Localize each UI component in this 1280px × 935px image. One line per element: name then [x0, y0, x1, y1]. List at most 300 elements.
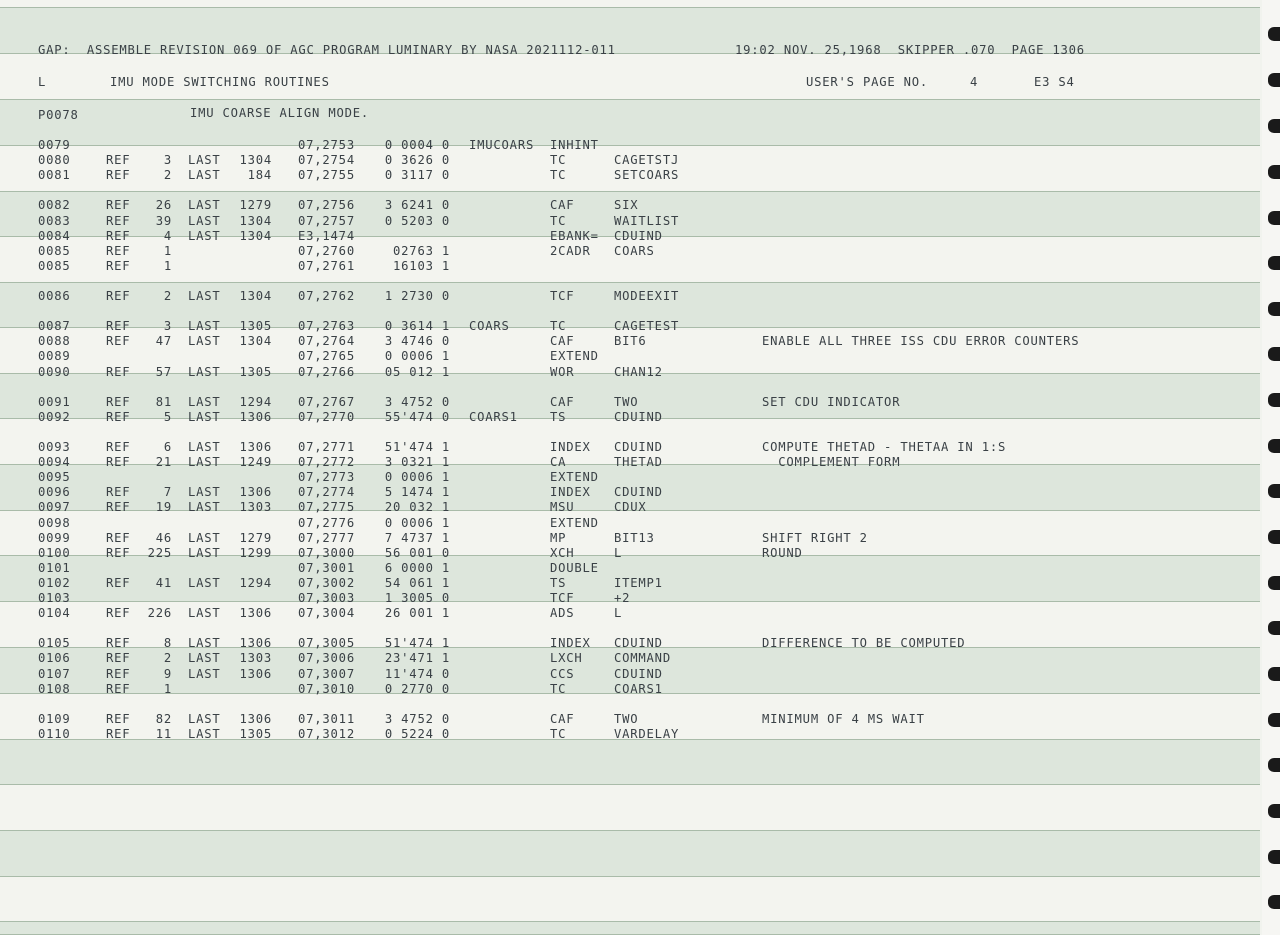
address: 07,2775: [298, 500, 355, 515]
listing-blank-row: [0, 621, 1250, 636]
listing-row: [0, 651, 1250, 666]
address: 07,2767: [298, 394, 355, 409]
listing-row: [0, 334, 1250, 349]
last-page: 1249: [239, 455, 272, 470]
listing-row: [0, 198, 1250, 213]
octal-code: 11'474 0: [384, 666, 450, 681]
ref-label: REF: [106, 681, 131, 696]
listing-row: [0, 667, 1250, 682]
listing-line-number: 0093: [38, 440, 71, 454]
ref-count: 9: [163, 666, 172, 681]
address: 07,3006: [298, 651, 355, 666]
opcode: EBANK=: [550, 228, 599, 243]
last-label: LAST: [188, 455, 221, 470]
last-page: 1304: [239, 334, 272, 349]
listing-row: [0, 606, 1250, 621]
feed-hole-icon: [1268, 530, 1280, 544]
last-page: 1303: [239, 500, 272, 515]
address: E3,1474: [298, 228, 355, 243]
address: 07,3002: [298, 575, 355, 590]
listing-row: [0, 576, 1250, 591]
operand: COARS: [614, 243, 655, 258]
octal-code: 0 3626 0: [384, 153, 450, 168]
octal-code: 3 0321 1: [384, 455, 450, 470]
last-label: LAST: [188, 409, 221, 424]
user-page-label: USER'S PAGE NO.: [806, 75, 929, 89]
listing-row: [0, 470, 1250, 485]
last-label: LAST: [188, 440, 221, 454]
listing-line-number: 0106: [38, 651, 71, 666]
ref-label: REF: [106, 153, 131, 168]
routine-title: IMU MODE SWITCHING ROUTINES: [110, 75, 330, 89]
comment: ROUND: [762, 545, 803, 560]
operand: ITEMP1: [614, 575, 663, 590]
listing-line-number: 0087: [38, 319, 71, 334]
octal-code: 26 001 1: [384, 606, 450, 621]
operand: COARS1: [614, 681, 663, 696]
address: 07,3012: [298, 726, 355, 741]
last-label: LAST: [188, 666, 221, 681]
last-page: 1304: [239, 153, 272, 168]
ref-label: REF: [106, 530, 131, 545]
operand: THETAD: [614, 455, 663, 470]
operand: VARDELAY: [614, 726, 680, 741]
last-label: LAST: [188, 213, 221, 228]
ref-count: 226: [147, 606, 172, 621]
opcode: XCH: [550, 545, 575, 560]
last-label: LAST: [188, 651, 221, 666]
ref-label: REF: [106, 258, 131, 273]
last-page: 1303: [239, 651, 272, 666]
ref-count: 6: [163, 440, 172, 454]
ref-count: 19: [155, 500, 172, 515]
comment: COMPLEMENT FORM: [762, 455, 901, 470]
octal-code: 3 4752 0: [384, 711, 450, 726]
listing-line-number: 0108: [38, 681, 71, 696]
listing-row: [0, 531, 1250, 546]
listing-blank-row: [0, 425, 1250, 440]
ref-count: 21: [155, 455, 172, 470]
last-label: LAST: [188, 545, 221, 560]
comment: SHIFT RIGHT 2: [762, 530, 868, 545]
listing-row: [0, 712, 1250, 727]
operand: SETCOARS: [614, 168, 680, 183]
listing-line-number: 0088: [38, 334, 71, 349]
ref-count: 82: [155, 711, 172, 726]
ref-count: 81: [155, 394, 172, 409]
ref-label: REF: [106, 485, 131, 500]
listing-row: [0, 319, 1250, 334]
last-label: LAST: [188, 500, 221, 515]
last-label: LAST: [188, 711, 221, 726]
ref-label: REF: [106, 364, 131, 379]
octal-code: 5 1474 1: [384, 485, 450, 500]
octal-code: 0 5224 0: [384, 726, 450, 741]
last-page: 1305: [239, 726, 272, 741]
comment: COMPUTE THETAD - THETAA IN 1:S: [762, 440, 1007, 454]
last-page: 1306: [239, 666, 272, 681]
listing-row: [0, 244, 1250, 259]
ref-count: 11: [155, 726, 172, 741]
listing-row: [0, 636, 1250, 651]
ref-count: 7: [163, 485, 172, 500]
ref-count: 2: [163, 289, 172, 303]
listing-line-number: 0097: [38, 500, 71, 515]
last-page: 1306: [239, 711, 272, 726]
ref-label: REF: [106, 213, 131, 228]
ref-count: 1: [163, 258, 172, 273]
ref-label: REF: [106, 289, 131, 303]
address: 07,3005: [298, 636, 355, 651]
octal-code: 54 061 1: [384, 575, 450, 590]
listing-line-number: 0094: [38, 455, 71, 470]
listing-line-number: 0099: [38, 530, 71, 545]
opcode: INDEX: [550, 636, 591, 651]
opcode: TS: [550, 575, 567, 590]
opcode: CAF: [550, 334, 575, 349]
listing-row: [0, 516, 1250, 531]
ref-count: 5: [163, 409, 172, 424]
last-page: 1305: [239, 319, 272, 334]
listing-line-number: 0101: [38, 560, 71, 575]
operand: CDUIND: [614, 485, 663, 500]
octal-code: 0 5203 0: [384, 213, 450, 228]
opcode: CAF: [550, 711, 575, 726]
opcode: MP: [550, 530, 567, 545]
opcode: EXTEND: [550, 349, 599, 364]
octal-code: 0 0004 0: [384, 138, 450, 152]
last-label: LAST: [188, 153, 221, 168]
feed-hole-icon: [1268, 895, 1280, 909]
listing-line-number: 0085: [38, 258, 71, 273]
ref-label: REF: [106, 440, 131, 454]
address: 07,2773: [298, 470, 355, 485]
listing-line-number: 0104: [38, 606, 71, 621]
listing-row: [0, 259, 1250, 274]
address: 07,2756: [298, 198, 355, 213]
octal-code: 0 0006 1: [384, 515, 450, 530]
octal-code: 7 4737 1: [384, 530, 450, 545]
octal-code: 0 2770 0: [384, 681, 450, 696]
ref-label: REF: [106, 666, 131, 681]
operand: COMMAND: [614, 651, 671, 666]
octal-code: 0 0006 1: [384, 349, 450, 364]
address: 07,2760: [298, 243, 355, 258]
listing-row: [0, 138, 1250, 153]
opcode: TCF: [550, 591, 575, 605]
opcode: CCS: [550, 666, 575, 681]
opcode: TC: [550, 681, 567, 696]
ref-label: REF: [106, 726, 131, 741]
opcode: MSU: [550, 500, 575, 515]
address: 07,2753: [298, 138, 355, 152]
address: 07,3000: [298, 545, 355, 560]
address: 07,3004: [298, 606, 355, 621]
operand: CDUIND: [614, 228, 663, 243]
tractor-feed-strip: [1262, 0, 1280, 935]
last-label: LAST: [188, 575, 221, 590]
address: 07,2754: [298, 153, 355, 168]
octal-code: 0 3117 0: [384, 168, 450, 183]
opcode: EXTEND: [550, 515, 599, 530]
opcode: EXTEND: [550, 470, 599, 485]
opcode: INHINT: [550, 138, 599, 152]
listing-line-number: 0092: [38, 409, 71, 424]
listing-line-number: 0096: [38, 485, 71, 500]
ref-label: REF: [106, 394, 131, 409]
address: 07,2765: [298, 349, 355, 364]
feed-hole-icon: [1268, 804, 1280, 818]
octal-code: 6 0000 1: [384, 560, 450, 575]
address: 07,3007: [298, 666, 355, 681]
opcode: INDEX: [550, 440, 591, 454]
listing-line-number: 0103: [38, 591, 71, 605]
operand: BIT13: [614, 530, 655, 545]
listing-line-number: 0107: [38, 666, 71, 681]
user-page-number: 4: [970, 75, 979, 89]
address: 07,3003: [298, 591, 355, 605]
listing-row: [0, 229, 1250, 244]
address: 07,3010: [298, 681, 355, 696]
ref-count: 1: [163, 681, 172, 696]
listing-line-number: 0083: [38, 213, 71, 228]
last-label: LAST: [188, 364, 221, 379]
listing-header-right: 19:02 NOV. 25,1968 SKIPPER .070 PAGE 1306: [735, 43, 1085, 57]
ref-label: REF: [106, 606, 131, 621]
comment: DIFFERENCE TO BE COMPUTED: [762, 636, 966, 651]
listing-line-number: 0091: [38, 394, 71, 409]
listing-line-number: 0095: [38, 470, 71, 485]
address: 07,2766: [298, 364, 355, 379]
operand: L: [614, 606, 623, 621]
listing-blank-row: [0, 274, 1250, 289]
address: 07,3011: [298, 711, 355, 726]
address: 07,2755: [298, 168, 355, 183]
last-page: 1306: [239, 606, 272, 621]
last-label: LAST: [188, 289, 221, 303]
opcode: DOUBLE: [550, 560, 599, 575]
listing-blank-row: [0, 380, 1250, 395]
octal-code: 1 3005 0: [384, 591, 450, 605]
feed-hole-icon: [1268, 302, 1280, 316]
ref-label: REF: [106, 545, 131, 560]
last-label: LAST: [188, 606, 221, 621]
operand: SIX: [614, 198, 639, 213]
operand: CDUIND: [614, 409, 663, 424]
octal-code: 51'474 1: [384, 440, 450, 454]
address: 07,2761: [298, 258, 355, 273]
ref-count: 57: [155, 364, 172, 379]
operand: TWO: [614, 711, 639, 726]
last-page: 1305: [239, 364, 272, 379]
listing-row: [0, 727, 1250, 742]
octal-code: 0 0006 1: [384, 470, 450, 485]
last-page: 1279: [239, 198, 272, 213]
opcode: ADS: [550, 606, 575, 621]
feed-hole-icon: [1268, 758, 1280, 772]
listing-header-left: GAP: ASSEMBLE REVISION 069 OF AGC PROGRAM LUMINARY BY NASA 2021112-011: [38, 43, 616, 57]
octal-code: 51'474 1: [384, 636, 450, 651]
last-page: 1294: [239, 575, 272, 590]
opcode: WOR: [550, 364, 575, 379]
listing-line-number: 0100: [38, 545, 71, 560]
listing-flag: L: [38, 75, 47, 89]
listing-row: [0, 410, 1250, 425]
last-page: 1304: [239, 213, 272, 228]
operand: TWO: [614, 394, 639, 409]
feed-hole-icon: [1268, 850, 1280, 864]
last-label: LAST: [188, 726, 221, 741]
listing-row: [0, 561, 1250, 576]
comment: MINIMUM OF 4 MS WAIT: [762, 711, 925, 726]
listing-row: [0, 153, 1250, 168]
ref-label: REF: [106, 651, 131, 666]
last-label: LAST: [188, 485, 221, 500]
operand: WAITLIST: [614, 213, 680, 228]
ref-label: REF: [106, 168, 131, 183]
opcode: TS: [550, 409, 567, 424]
listing-blank-row: [0, 183, 1250, 198]
listing-row: [0, 168, 1250, 183]
listing-line-number: 0089: [38, 349, 71, 364]
ref-label: REF: [106, 575, 131, 590]
last-label: LAST: [188, 334, 221, 349]
listing-row: [0, 591, 1250, 606]
ref-count: 3: [163, 153, 172, 168]
ref-count: 8: [163, 636, 172, 651]
listing-line-number: 0105: [38, 636, 71, 651]
listing-line-number: 0084: [38, 228, 71, 243]
feed-hole-icon: [1268, 393, 1280, 407]
listing-row: [0, 455, 1250, 470]
last-page: 1299: [239, 545, 272, 560]
listing-row: [0, 395, 1250, 410]
ref-count: 39: [155, 213, 172, 228]
feed-hole-icon: [1268, 713, 1280, 727]
feed-hole-icon: [1268, 73, 1280, 87]
ref-count: 2: [163, 651, 172, 666]
operand: CDUIND: [614, 440, 663, 454]
octal-code: 1 2730 0: [384, 289, 450, 303]
octal-code: 3 6241 0: [384, 198, 450, 213]
listing-line-number: 0079: [38, 138, 71, 152]
operand: CDUIND: [614, 666, 663, 681]
bank-label: E3 S4: [1034, 75, 1075, 89]
address: 07,2770: [298, 409, 355, 424]
opcode: TC: [550, 726, 567, 741]
opcode: CAF: [550, 198, 575, 213]
listing-line-number: 0090: [38, 364, 71, 379]
listing-blank-row: [0, 304, 1250, 319]
feed-hole-icon: [1268, 576, 1280, 590]
last-page: 1294: [239, 394, 272, 409]
ref-label: REF: [106, 636, 131, 651]
address: 07,2777: [298, 530, 355, 545]
section-id: P0078: [38, 108, 79, 122]
listing-row: [0, 365, 1250, 380]
last-page: 1306: [239, 485, 272, 500]
last-page: 1306: [239, 440, 272, 454]
last-label: LAST: [188, 636, 221, 651]
octal-code: 05 012 1: [384, 364, 450, 379]
opcode: LXCH: [550, 651, 583, 666]
ref-count: 46: [155, 530, 172, 545]
listing-line-number: 0102: [38, 575, 71, 590]
ref-count: 3: [163, 319, 172, 334]
comment: SET CDU INDICATOR: [762, 394, 901, 409]
last-label: LAST: [188, 168, 221, 183]
address: 07,2764: [298, 334, 355, 349]
opcode: 2CADR: [550, 243, 591, 258]
last-page: 184: [247, 168, 272, 183]
octal-code: 3 4746 0: [384, 334, 450, 349]
ref-label: REF: [106, 319, 131, 334]
listing-line-number: 0110: [38, 726, 71, 741]
listing-blank-row: [0, 697, 1250, 712]
operand: CHAN12: [614, 364, 663, 379]
ref-label: REF: [106, 711, 131, 726]
listing-line-number: 0080: [38, 153, 71, 168]
listing-line-number: 0086: [38, 289, 71, 303]
operand: MODEEXIT: [614, 289, 680, 303]
opcode: CA: [550, 455, 567, 470]
last-page: 1306: [239, 409, 272, 424]
symbol-label: COARS1: [469, 409, 518, 424]
ref-count: 1: [163, 243, 172, 258]
last-page: 1279: [239, 530, 272, 545]
listing-row: [0, 349, 1250, 364]
listing-line-number: 0109: [38, 711, 71, 726]
address: 07,2771: [298, 440, 355, 454]
listing-line-number: 0085: [38, 243, 71, 258]
ref-label: REF: [106, 243, 131, 258]
operand: BIT6: [614, 334, 647, 349]
last-page: 1304: [239, 228, 272, 243]
octal-code: 3 4752 0: [384, 394, 450, 409]
feed-hole-icon: [1268, 439, 1280, 453]
listing-row: [0, 214, 1250, 229]
symbol-label: COARS: [469, 319, 510, 334]
opcode: TC: [550, 213, 567, 228]
feed-hole-icon: [1268, 621, 1280, 635]
listing-line-number: 0098: [38, 515, 71, 530]
opcode: TCF: [550, 289, 575, 303]
last-label: LAST: [188, 394, 221, 409]
address: 07,2772: [298, 455, 355, 470]
feed-hole-icon: [1268, 347, 1280, 361]
feed-hole-icon: [1268, 119, 1280, 133]
listing-line-number: 0081: [38, 168, 71, 183]
operand: CDUIND: [614, 636, 663, 651]
feed-hole-icon: [1268, 27, 1280, 41]
address: 07,2774: [298, 485, 355, 500]
ref-label: REF: [106, 455, 131, 470]
octal-code: 20 032 1: [384, 500, 450, 515]
feed-hole-icon: [1268, 165, 1280, 179]
last-page: 1304: [239, 289, 272, 303]
feed-hole-icon: [1268, 211, 1280, 225]
listing-line-number: 0082: [38, 198, 71, 213]
operand: +2: [614, 591, 631, 605]
octal-code: 16103 1: [393, 258, 450, 273]
octal-code: 23'471 1: [384, 651, 450, 666]
ref-label: REF: [106, 198, 131, 213]
address: 07,2763: [298, 319, 355, 334]
opcode: CAF: [550, 394, 575, 409]
listing-row: [0, 440, 1250, 455]
feed-hole-icon: [1268, 484, 1280, 498]
opcode: INDEX: [550, 485, 591, 500]
